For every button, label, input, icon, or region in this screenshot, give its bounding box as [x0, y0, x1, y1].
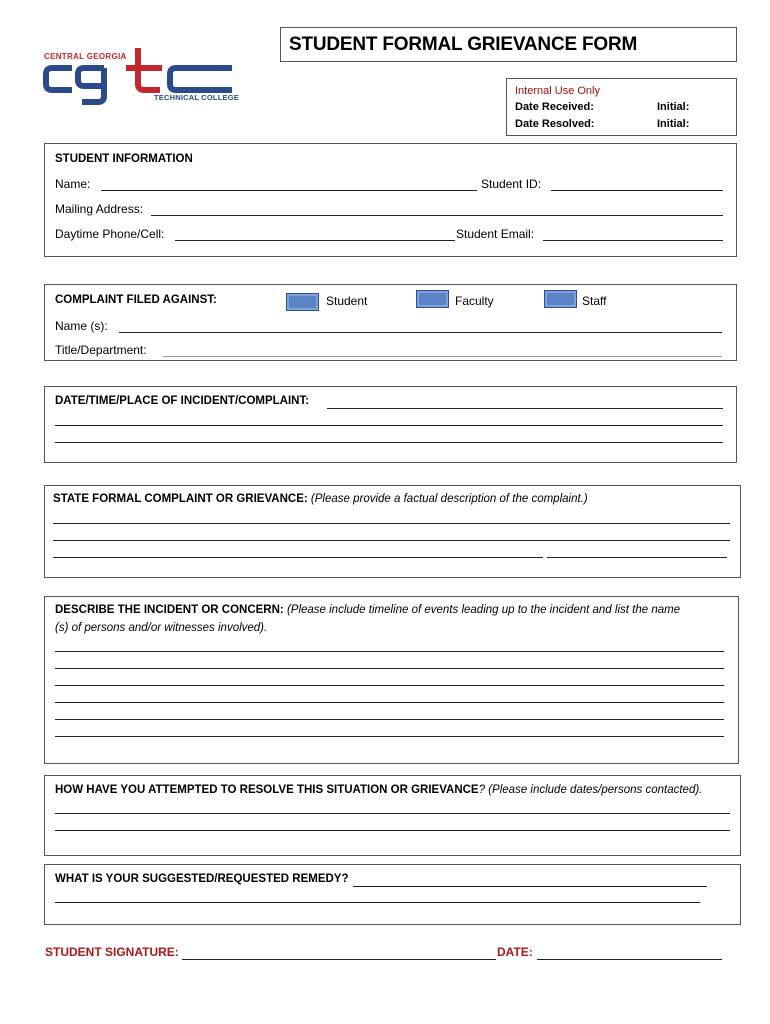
- describe-line-4[interactable]: [55, 702, 724, 703]
- describe-line-5[interactable]: [55, 719, 724, 720]
- remedy-line-2[interactable]: [55, 902, 700, 903]
- staff-checkbox[interactable]: [544, 290, 577, 308]
- describe-hint-2: (s) of persons and/or witnesses involved).: [55, 622, 268, 634]
- student-signature-label: STUDENT SIGNATURE:: [45, 945, 179, 959]
- student-signature-field[interactable]: [182, 959, 496, 960]
- resolution-attempt-section: [44, 775, 741, 856]
- resolve-line-2[interactable]: [55, 830, 730, 831]
- name-label: Name:: [55, 177, 91, 191]
- remedy-section: [44, 864, 741, 925]
- state-complaint-line-2[interactable]: [53, 540, 730, 541]
- form-title: STUDENT FORMAL GRIEVANCE FORM: [289, 34, 638, 55]
- student-email-field[interactable]: [543, 240, 723, 241]
- state-complaint-line-1[interactable]: [53, 523, 730, 524]
- describe-title: [55, 604, 680, 616]
- describe-incident-section: [44, 596, 739, 764]
- internal-use-title: Internal Use Only: [515, 85, 600, 97]
- student-option-label: Student: [326, 294, 368, 308]
- resolve-title: [55, 784, 702, 796]
- date-received-label: Date Received:: [515, 101, 594, 113]
- names-field[interactable]: [119, 332, 722, 333]
- incident-date-section: [44, 386, 737, 463]
- describe-hint-1: (Please include timeline of events leading up to the incident and list the name: [286, 604, 681, 616]
- title-box: [280, 27, 737, 62]
- complaint-against-title: COMPLAINT FILED AGAINST:: [55, 294, 217, 306]
- name-field[interactable]: [101, 190, 477, 191]
- student-checkbox[interactable]: [286, 293, 319, 311]
- describe-line-6[interactable]: [55, 736, 724, 737]
- describe-line-2[interactable]: [55, 668, 724, 669]
- signature-date-label: DATE:: [497, 945, 533, 959]
- student-id-field[interactable]: [551, 190, 723, 191]
- state-complaint-title-text: STATE FORMAL COMPLAINT OR GRIEVANCE:: [53, 493, 308, 505]
- state-complaint-section: [44, 485, 741, 578]
- phone-field[interactable]: [175, 240, 455, 241]
- initial-resolved-label: Initial:: [657, 118, 690, 130]
- describe-line-1[interactable]: [55, 651, 724, 652]
- student-email-label: Student Email:: [456, 227, 535, 241]
- logo-top-text: CENTRAL GEORGIA: [44, 52, 127, 61]
- describe-title-text: DESCRIBE THE INCIDENT OR CONCERN:: [55, 604, 284, 616]
- faculty-checkbox[interactable]: [416, 290, 449, 308]
- state-complaint-hint: (Please provide a factual description of the complaint.): [310, 493, 588, 505]
- incident-date-title: DATE/TIME/PLACE OF INCIDENT/COMPLAINT:: [55, 395, 310, 407]
- title-department-label: Title/Department:: [55, 343, 147, 357]
- resolve-line-1[interactable]: [55, 813, 730, 814]
- phone-label: Daytime Phone/Cell:: [55, 227, 165, 241]
- names-label: Name (s):: [55, 319, 108, 333]
- complaint-against-section: [44, 284, 737, 361]
- state-complaint-title: [53, 493, 588, 505]
- incident-date-line-3[interactable]: [55, 442, 723, 443]
- incident-date-line-2[interactable]: [55, 425, 723, 426]
- resolve-hint: (Please include dates/persons contacted).: [488, 784, 703, 796]
- remedy-field[interactable]: [353, 886, 707, 887]
- incident-date-field[interactable]: [327, 408, 723, 409]
- mailing-address-label: Mailing Address:: [55, 202, 144, 216]
- remedy-title: WHAT IS YOUR SUGGESTED/REQUESTED REMEDY?: [55, 873, 349, 885]
- state-complaint-line-3b[interactable]: [547, 557, 727, 558]
- internal-use-box: [506, 78, 737, 136]
- describe-line-3[interactable]: [55, 685, 724, 686]
- resolve-title-text: HOW HAVE YOU ATTEMPTED TO RESOLVE THIS SITUATION OR GRIEVANCE: [55, 784, 479, 796]
- date-resolved-label: Date Resolved:: [515, 118, 595, 130]
- student-id-label: Student ID:: [481, 177, 542, 191]
- initial-received-label: Initial:: [657, 101, 690, 113]
- faculty-option-label: Faculty: [455, 294, 494, 308]
- signature-date-field[interactable]: [537, 959, 722, 960]
- staff-option-label: Staff: [582, 294, 607, 308]
- student-information-section: [44, 143, 737, 257]
- mailing-address-field[interactable]: [151, 215, 723, 216]
- state-complaint-line-3a[interactable]: [53, 557, 543, 558]
- student-info-title: STUDENT INFORMATION: [55, 153, 193, 165]
- resolve-question-mark: ?: [478, 784, 486, 796]
- logo-bottom-text: TECHNICAL COLLEGE: [154, 93, 239, 102]
- title-department-field[interactable]: [163, 356, 722, 357]
- college-logo: [42, 46, 242, 106]
